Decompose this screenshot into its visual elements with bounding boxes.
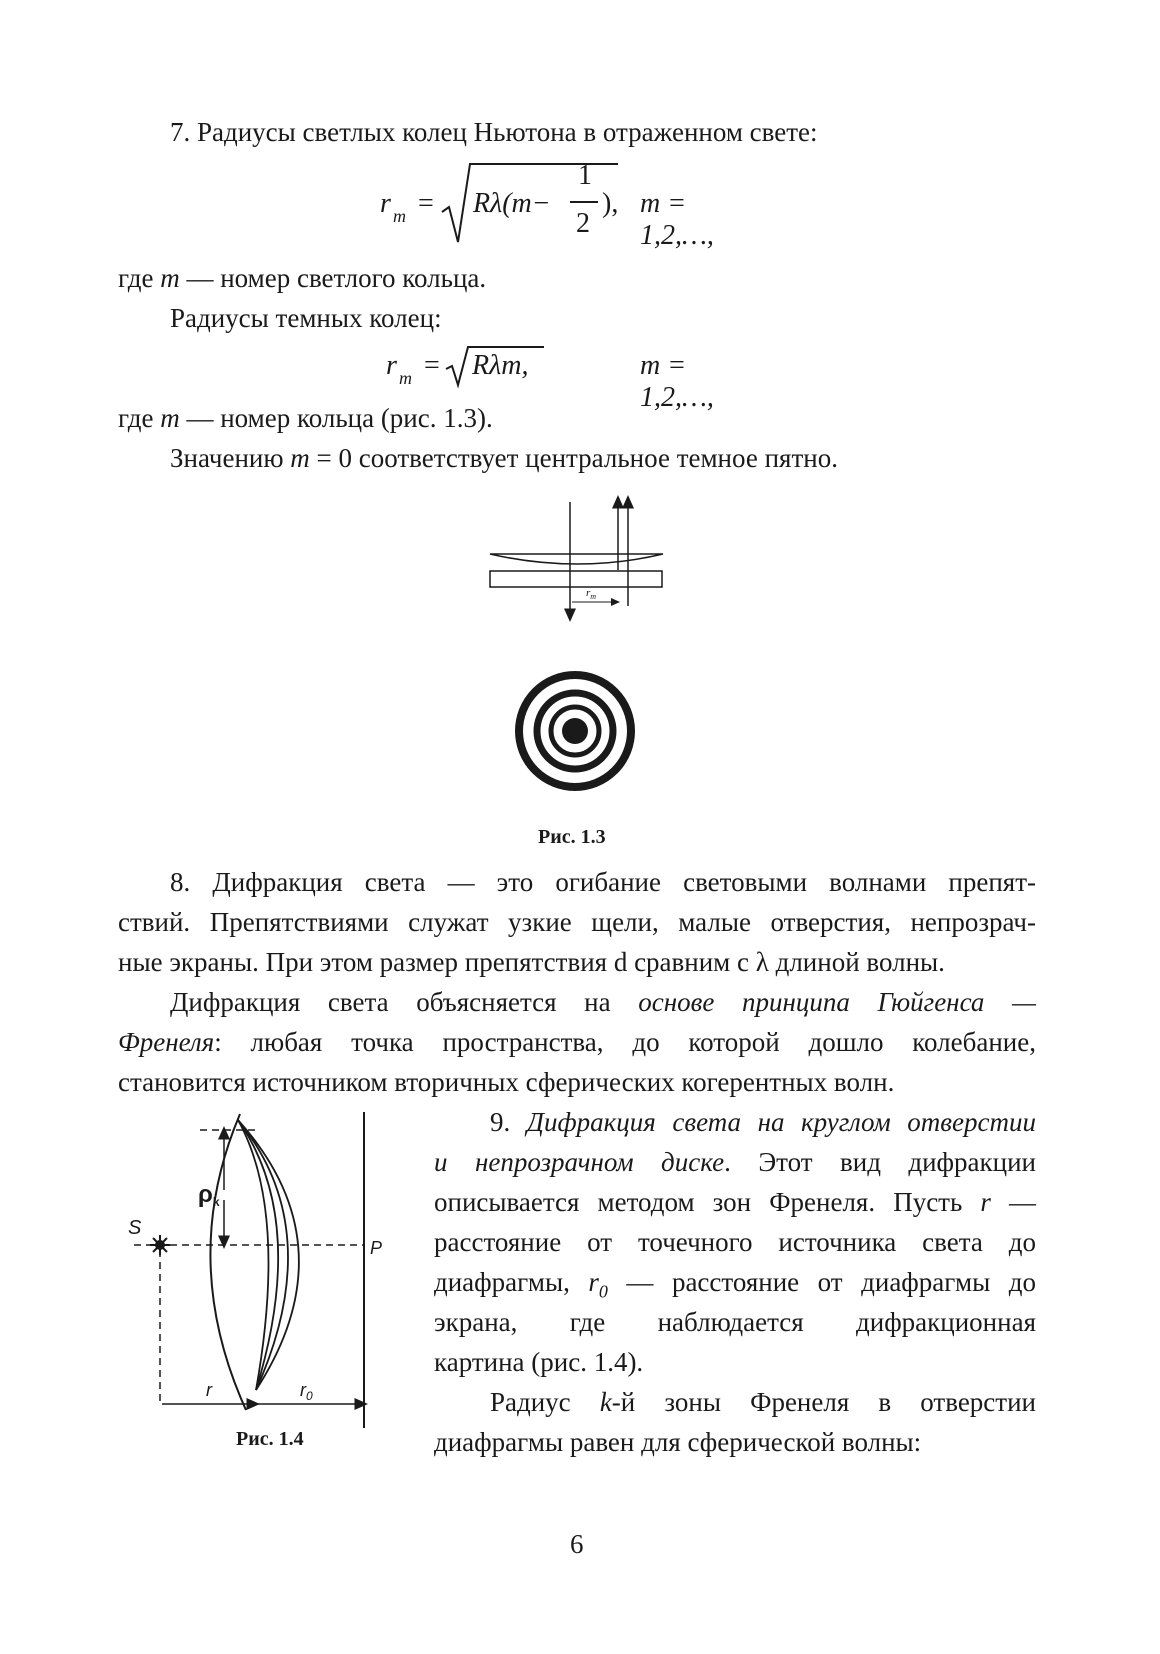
item8-p2-line2-post: : любая точка пространства, до которой дошло колебание,: [214, 1027, 1036, 1057]
formula-bright-r: r: [380, 188, 391, 219]
item9-line5-pre: диафрагмы,: [434, 1267, 589, 1297]
dark-title: Радиусы темных колец:: [170, 303, 442, 333]
center-pre: Значению: [170, 443, 291, 473]
item9-line5-var: r: [588, 1267, 599, 1297]
where-bright-var: m: [160, 263, 180, 293]
page-number: 6: [570, 1529, 584, 1559]
item8-line3: ные экраны. При этом размер препятствия d сравним с λ длиной волны.: [118, 947, 945, 977]
where-bright-post: — номер светлого кольца.: [179, 263, 487, 293]
item9-line3-post: —: [990, 1187, 1037, 1217]
figure-1-3-caption: Рис. 1.3: [538, 826, 606, 848]
item9-line8-pre: Радиус: [490, 1387, 600, 1417]
item9-line8: [490, 1382, 1036, 1422]
formula-dark-r: r: [386, 350, 397, 381]
item8-line2: [118, 902, 1036, 942]
rho-label: ρk: [198, 1181, 220, 1209]
figure-1-4-fresnel-zones: [128, 1110, 408, 1430]
item7-intro: 7. Радиусы светлых колец Ньютона в отраженном свете:: [170, 117, 818, 147]
center-spot-text: [170, 438, 838, 478]
item9-line3-pre: описывается методом зон Френеля. Пусть: [434, 1187, 981, 1217]
item9-line9: диафрагмы равен для сферической волны:: [434, 1427, 922, 1457]
rm-label: $r_m$: [586, 587, 597, 601]
item8-p2-line3: становится источником вторичных сферических когерентных волн.: [118, 1067, 895, 1097]
item8-p2-line2-it: Френеля: [118, 1027, 215, 1057]
item9-line2-post: . Этот вид дифракции: [724, 1147, 1037, 1177]
item9-line1: [490, 1102, 1036, 1142]
item9-line7: картина (рис. 1.4).: [434, 1347, 644, 1377]
where-bright-pre: где: [118, 263, 161, 293]
formula-bright-eq: =: [418, 188, 434, 219]
where-dark-post: — номер кольца (рис. 1.3).: [179, 403, 493, 433]
center-post: = 0 соответствует центральное темное пятно.: [309, 443, 838, 473]
glass-plate: [490, 571, 662, 587]
item8-p2-line1-pre: Дифракция света объясняется на: [170, 987, 639, 1017]
item9-line3-var: r: [980, 1187, 991, 1217]
source-label: S: [128, 1217, 142, 1239]
formula-bright-cond: m = 1,2,…,: [640, 188, 714, 251]
r0-label: $r_0$: [300, 1380, 313, 1403]
item8-line1-text: 8. Дифракция света — это огибание световыми волнами препят-: [170, 867, 1036, 897]
item9-line1-it: Дифракция света на круглом отверстии: [526, 1107, 1036, 1137]
formula-bright-num: 1: [578, 160, 592, 191]
item9-line6-text: экрана, где наблюдается дифракционная: [434, 1307, 1036, 1337]
formula-bright-close: ),: [602, 188, 619, 219]
item9-line2: [434, 1142, 1036, 1182]
formula-dark-sub: m: [399, 368, 412, 388]
central-dark-spot: [562, 718, 588, 744]
item9-line8-post: -й зоны Френеля в отверстии: [611, 1387, 1036, 1417]
formula-bright-sub: m: [393, 206, 406, 226]
lens-shape: [490, 554, 663, 564]
item9-line5-sub: 0: [598, 1281, 608, 1302]
newton-rings-figure: [510, 666, 640, 796]
screen-point-label: P: [370, 1238, 383, 1258]
item8-p2-line1: [170, 982, 1036, 1022]
item9-line4: [434, 1222, 1036, 1262]
item9-line6: [434, 1302, 1036, 1342]
item8-p2-line2: [118, 1022, 1036, 1062]
where-bright: [118, 258, 486, 298]
item9-line1-pre: 9.: [490, 1107, 527, 1137]
r-label: r: [206, 1380, 212, 1400]
item9-line3: [434, 1182, 1036, 1222]
formula-dark-cond: m = 1,2,…,: [640, 350, 714, 413]
item8-line1: [170, 862, 1036, 902]
item8-p2-line1-it: основе принципа Гюйгенса —: [638, 987, 1037, 1017]
wavefront-arc: [210, 1114, 246, 1410]
where-dark-pre: где: [118, 403, 161, 433]
where-dark: [118, 398, 493, 438]
item8-line2-text: ствий. Препятствиями служат узкие щели, малые отверстия, непрозрач-: [118, 907, 1036, 937]
fraction-bar: [570, 200, 600, 204]
formula-bright-den: 2: [576, 208, 590, 239]
figure-1-3-lens-diagram: [488, 496, 688, 636]
formula-dark-radicand: Rλm,: [472, 350, 529, 381]
formula-bright-radicand: Rλ(m−: [473, 188, 551, 219]
center-var: m: [290, 443, 310, 473]
item9-line8-var: k: [599, 1387, 612, 1417]
where-dark-var: m: [160, 403, 180, 433]
item9-line4-text: расстояние от точечного источника света до: [434, 1227, 1036, 1257]
item9-line2-it: и непрозрачном диске: [434, 1147, 725, 1177]
figure-1-4-caption: Рис. 1.4: [236, 1428, 304, 1450]
formula-dark-eq: =: [424, 350, 440, 381]
item9-line5-post: — расстояние от диафрагмы до: [607, 1267, 1036, 1297]
